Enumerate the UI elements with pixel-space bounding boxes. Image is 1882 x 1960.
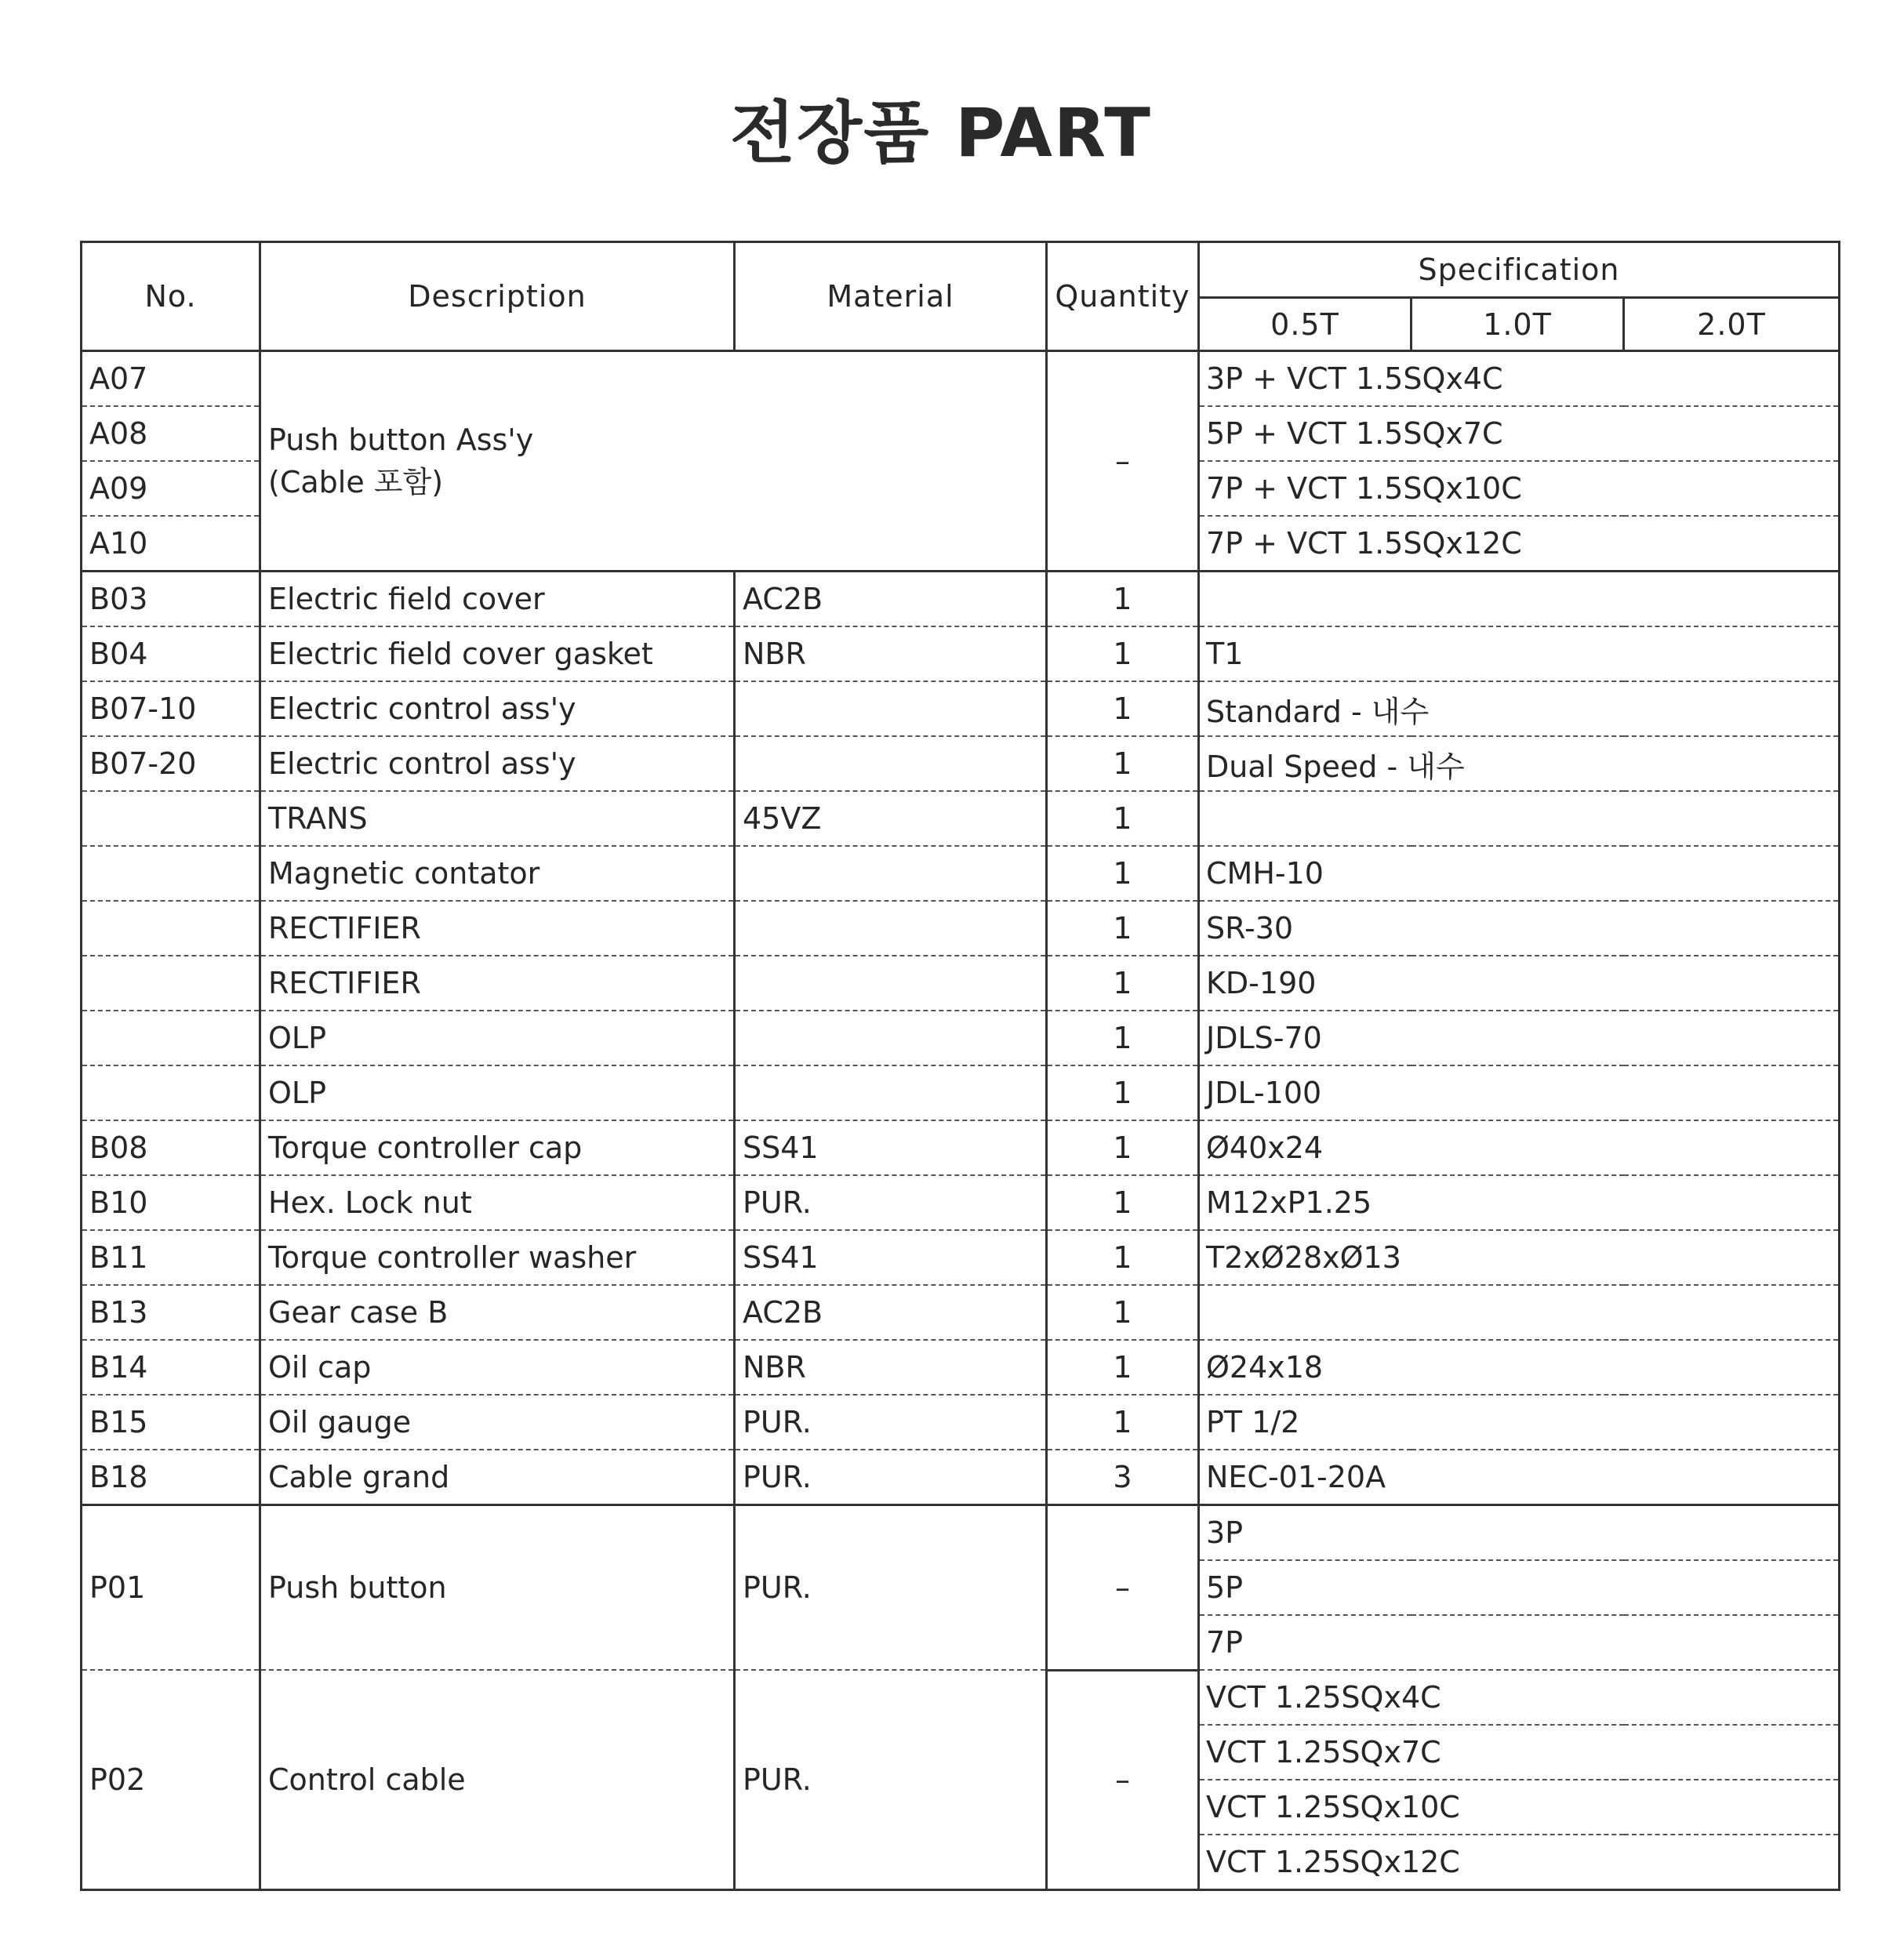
- cell-no: B11: [82, 1230, 260, 1285]
- cell-material: SS41: [735, 1120, 1047, 1175]
- cell-spec: Ø40x24: [1199, 1120, 1840, 1175]
- cell-description: Control cable: [260, 1670, 735, 1890]
- cell-description: Push button: [260, 1505, 735, 1671]
- cell-spec: VCT 1.25SQx10C: [1199, 1780, 1840, 1835]
- cell-spec: T1: [1199, 626, 1840, 681]
- cell-material: [735, 1011, 1047, 1065]
- cell-material: SS41: [735, 1230, 1047, 1285]
- page-title: 전장품 PART: [730, 94, 1152, 172]
- cell-spec: VCT 1.25SQx4C: [1199, 1670, 1840, 1725]
- table-row: [82, 1285, 1840, 1340]
- cell-description: Electric field cover: [260, 572, 735, 627]
- cell-no: P01: [82, 1505, 260, 1671]
- cell-no: B10: [82, 1175, 260, 1230]
- cell-quantity: 1: [1047, 846, 1199, 901]
- cell-quantity: –: [1047, 351, 1199, 572]
- cell-spec: 7P: [1199, 1615, 1840, 1670]
- cell-spec: M12xP1.25: [1199, 1175, 1840, 1230]
- cell-spec: KD-190: [1199, 956, 1840, 1011]
- table-row: [82, 1340, 1840, 1395]
- table-row: [82, 1395, 1840, 1450]
- cell-spec: Ø24x18: [1199, 1340, 1840, 1395]
- table-row: [82, 956, 1840, 1011]
- cell-description: [260, 351, 1047, 572]
- cell-description: Electric control ass'y: [260, 736, 735, 791]
- table-row: [82, 1230, 1840, 1285]
- cell-quantity: 1: [1047, 626, 1199, 681]
- table-row: [82, 901, 1840, 956]
- cell-material: [735, 846, 1047, 901]
- cell-quantity: 1: [1047, 736, 1199, 791]
- header-spec-2-0t: 2.0T: [1624, 298, 1840, 351]
- cell-material: 45VZ: [735, 791, 1047, 846]
- cell-spec: Dual Speed - 내수: [1199, 736, 1840, 791]
- cell-spec: 5P + VCT 1.5SQx7C: [1199, 406, 1840, 461]
- cell-no: [82, 846, 260, 901]
- cell-quantity: 1: [1047, 901, 1199, 956]
- header-description: Description: [260, 242, 735, 351]
- cell-material: PUR.: [735, 1450, 1047, 1505]
- cell-material: [735, 681, 1047, 736]
- cell-quantity: 1: [1047, 1175, 1199, 1230]
- cell-description: Oil gauge: [260, 1395, 735, 1450]
- cell-quantity: 3: [1047, 1450, 1199, 1505]
- cell-spec: PT 1/2: [1199, 1395, 1840, 1450]
- cell-description: Torque controller cap: [260, 1120, 735, 1175]
- cell-description: OLP: [260, 1065, 735, 1120]
- cell-spec: 7P + VCT 1.5SQx12C: [1199, 516, 1840, 572]
- cell-spec: SR-30: [1199, 901, 1840, 956]
- cell-quantity: 1: [1047, 1011, 1199, 1065]
- cell-description: Electric field cover gasket: [260, 626, 735, 681]
- cell-spec: T2xØ28xØ13: [1199, 1230, 1840, 1285]
- cell-material: AC2B: [735, 572, 1047, 627]
- cell-material: AC2B: [735, 1285, 1047, 1340]
- table-row: [82, 1120, 1840, 1175]
- cell-quantity: 1: [1047, 572, 1199, 627]
- cell-no: [82, 791, 260, 846]
- table-row: [82, 1505, 1840, 1561]
- cell-no: B07-20: [82, 736, 260, 791]
- cell-quantity: –: [1047, 1505, 1199, 1671]
- description-line: Push button Ass'y: [268, 423, 534, 457]
- cell-no: B15: [82, 1395, 260, 1450]
- header-material: Material: [735, 242, 1047, 351]
- cell-no: B03: [82, 572, 260, 627]
- cell-material: [735, 901, 1047, 956]
- cell-description: Oil cap: [260, 1340, 735, 1395]
- header-quantity: Quantity: [1047, 242, 1199, 351]
- cell-quantity: 1: [1047, 1285, 1199, 1340]
- header-no: No.: [82, 242, 260, 351]
- cell-description: Torque controller washer: [260, 1230, 735, 1285]
- cell-description: Hex. Lock nut: [260, 1175, 735, 1230]
- cell-spec: 3P: [1199, 1505, 1840, 1561]
- cell-spec: VCT 1.25SQx7C: [1199, 1725, 1840, 1780]
- cell-quantity: 1: [1047, 1395, 1199, 1450]
- cell-material: NBR: [735, 626, 1047, 681]
- header-spec-0-5t: 0.5T: [1199, 298, 1412, 351]
- header-specification: Specification: [1199, 242, 1840, 298]
- cell-description: Electric control ass'y: [260, 681, 735, 736]
- header-spec-1-0t: 1.0T: [1412, 298, 1624, 351]
- cell-material: PUR.: [735, 1505, 1047, 1671]
- cell-spec: 5P: [1199, 1560, 1840, 1615]
- cell-quantity: 1: [1047, 956, 1199, 1011]
- cell-material: [735, 956, 1047, 1011]
- cell-description: Gear case B: [260, 1285, 735, 1340]
- cell-no: P02: [82, 1670, 260, 1890]
- cell-description: Cable grand: [260, 1450, 735, 1505]
- cell-spec: JDLS-70: [1199, 1011, 1840, 1065]
- cell-no: B14: [82, 1340, 260, 1395]
- cell-quantity: 1: [1047, 791, 1199, 846]
- table-row: [82, 791, 1840, 846]
- cell-description: Magnetic contator: [260, 846, 735, 901]
- cell-quantity: 1: [1047, 1120, 1199, 1175]
- cell-spec: JDL-100: [1199, 1065, 1840, 1120]
- cell-material: [735, 736, 1047, 791]
- parts-table: [80, 241, 1840, 1891]
- cell-spec: [1199, 1285, 1840, 1340]
- cell-no: [82, 956, 260, 1011]
- table-row: [82, 846, 1840, 901]
- cell-spec: 3P + VCT 1.5SQx4C: [1199, 351, 1840, 407]
- cell-quantity: 1: [1047, 1340, 1199, 1395]
- cell-spec: VCT 1.25SQx12C: [1206, 1845, 1460, 1879]
- cell-spec: [1199, 791, 1840, 846]
- cell-description: TRANS: [260, 791, 735, 846]
- cell-description: RECTIFIER: [260, 901, 735, 956]
- table-row: [82, 1450, 1840, 1505]
- table-row: [82, 681, 1840, 736]
- cell-spec: CMH-10: [1199, 846, 1840, 901]
- table-row: [82, 626, 1840, 681]
- cell-no: B08: [82, 1120, 260, 1175]
- table-row: [82, 351, 1840, 407]
- table-row: [82, 736, 1840, 791]
- cell-description: OLP: [260, 1011, 735, 1065]
- table-row: [82, 1175, 1840, 1230]
- cell-no: B07-10: [82, 681, 260, 736]
- table-row: [82, 572, 1840, 627]
- cell-material: NBR: [735, 1340, 1047, 1395]
- cell-spec: [1199, 572, 1840, 627]
- cell-no: A10: [82, 516, 260, 572]
- cell-quantity: –: [1047, 1670, 1199, 1890]
- cell-no: B13: [82, 1285, 260, 1340]
- cell-no: [82, 1065, 260, 1120]
- cell-quantity: 1: [1047, 1065, 1199, 1120]
- table-row: [82, 1011, 1840, 1065]
- cell-description: RECTIFIER: [260, 956, 735, 1011]
- cell-no: [82, 1011, 260, 1065]
- cell-spec: Standard - 내수: [1199, 681, 1840, 736]
- cell-quantity: 1: [1047, 1230, 1199, 1285]
- table-row: [82, 1065, 1840, 1120]
- cell-material: PUR.: [735, 1395, 1047, 1450]
- table-row: [82, 1670, 1840, 1725]
- cell-material: [735, 1065, 1047, 1120]
- cell-no: A07: [82, 351, 260, 407]
- cell-no: A09: [82, 461, 260, 516]
- description-line: (Cable 포함): [268, 465, 444, 499]
- cell-spec: 7P + VCT 1.5SQx10C: [1199, 461, 1840, 516]
- cell-quantity: 1: [1047, 681, 1199, 736]
- cell-no: B04: [82, 626, 260, 681]
- cell-no: [82, 901, 260, 956]
- cell-no: A08: [82, 406, 260, 461]
- cell-material: PUR.: [735, 1670, 1047, 1890]
- cell-spec: NEC-01-20A: [1199, 1450, 1840, 1505]
- cell-no: B18: [82, 1450, 260, 1505]
- cell-material: PUR.: [735, 1175, 1047, 1230]
